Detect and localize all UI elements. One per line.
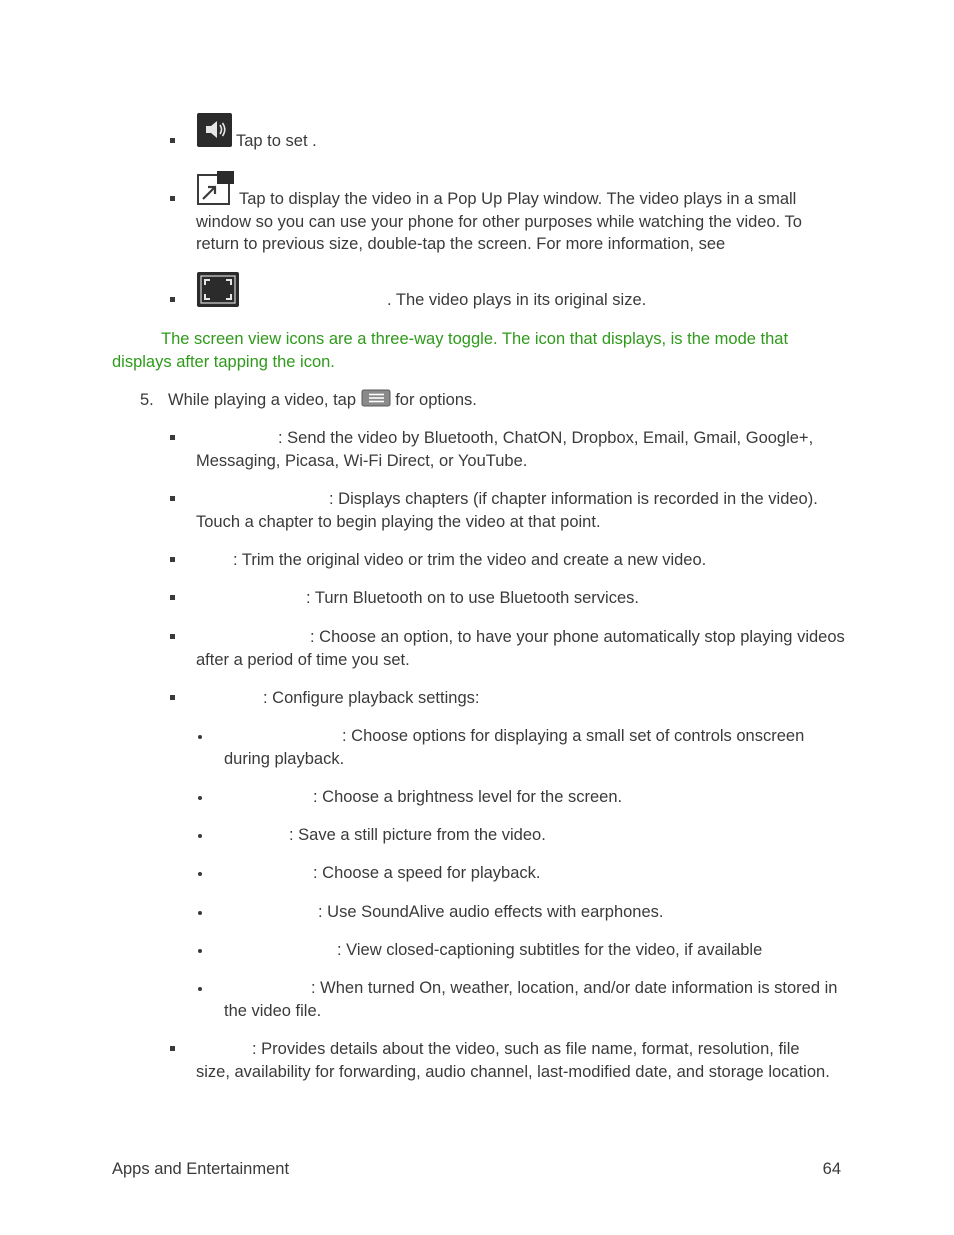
bullet bbox=[198, 872, 202, 876]
option-chapter: : Displays chapters (if chapter information is recorded in the video). Touch a chapter to begin playing the video at that point. bbox=[196, 490, 818, 531]
option-trim: : Trim the original video or trim the video and create a new video. bbox=[233, 551, 707, 569]
bullet bbox=[170, 634, 175, 639]
bullet bbox=[198, 949, 202, 953]
option-bluetooth: : Turn Bluetooth on to use Bluetooth services. bbox=[306, 589, 639, 607]
toggle-note: The screen view icons are a three-way toggle. The icon that displays, is the mode that displays after tapping the icon. bbox=[112, 330, 789, 371]
setting-play-speed: : Choose a speed for playback. bbox=[313, 864, 541, 882]
original-size-icon bbox=[197, 272, 239, 307]
step-number: 5. bbox=[140, 391, 154, 409]
footer-section: Apps and Entertainment bbox=[112, 1160, 290, 1178]
option-share: : Send the video by Bluetooth, ChatON, Dropbox, Email, Gmail, Google+, Messaging, Picasa, Wi-Fi Direct, or YouTube. bbox=[196, 429, 814, 470]
bullet bbox=[170, 138, 175, 143]
option-settings: : Configure playback settings: bbox=[263, 689, 480, 707]
bullet bbox=[170, 695, 175, 700]
bullet bbox=[170, 297, 175, 302]
bullet bbox=[198, 987, 202, 991]
step-5-text bbox=[168, 389, 668, 414]
setting-subtitles: : View closed-captioning subtitles for the video, if available bbox=[337, 941, 763, 959]
option-details: : Provides details about the video, such as file name, format, resolution, file size, availability for forwarding, audio channel, last-modified date, and storage location. bbox=[196, 1040, 830, 1081]
popup-play-description: Tap to display the video in a Pop Up Play window. The video plays in a small window so you can use your phone for other purposes while watching the video. To return to previous size, double-tap the screen. For more information, see bbox=[196, 190, 802, 254]
bullet bbox=[170, 196, 175, 201]
bullet bbox=[170, 496, 175, 501]
step-5-before: While playing a video, tap bbox=[168, 391, 357, 409]
original-size-description: . The video plays in its original size. bbox=[387, 291, 647, 309]
volume-icon bbox=[197, 113, 232, 147]
page-number: 64 bbox=[822, 1160, 841, 1178]
option-auto-off: : Choose an option, to have your phone automatically stop playing videos after a period of time you set. bbox=[196, 628, 845, 669]
setting-mini-controller: : Choose options for displaying a small set of controls onscreen during playback. bbox=[224, 727, 805, 768]
bullet bbox=[198, 735, 202, 739]
setting-capture: : Save a still picture from the video. bbox=[289, 826, 546, 844]
bullet bbox=[198, 911, 202, 915]
bullet bbox=[170, 595, 175, 600]
step-5-after: for options. bbox=[395, 391, 477, 409]
setting-brightness: : Choose a brightness level for the screen. bbox=[313, 788, 623, 806]
volume-description: Tap to set . bbox=[236, 132, 317, 150]
bullet bbox=[198, 834, 202, 838]
bullet bbox=[170, 1046, 175, 1051]
menu-icon bbox=[361, 389, 391, 414]
bullet bbox=[170, 557, 175, 562]
bullet bbox=[198, 796, 202, 800]
setting-soundalive: : Use SoundAlive audio effects with earphones. bbox=[318, 903, 664, 921]
setting-tag-buddy: : When turned On, weather, location, and/or date information is stored in the video file. bbox=[224, 979, 838, 1020]
bullet bbox=[170, 435, 175, 440]
